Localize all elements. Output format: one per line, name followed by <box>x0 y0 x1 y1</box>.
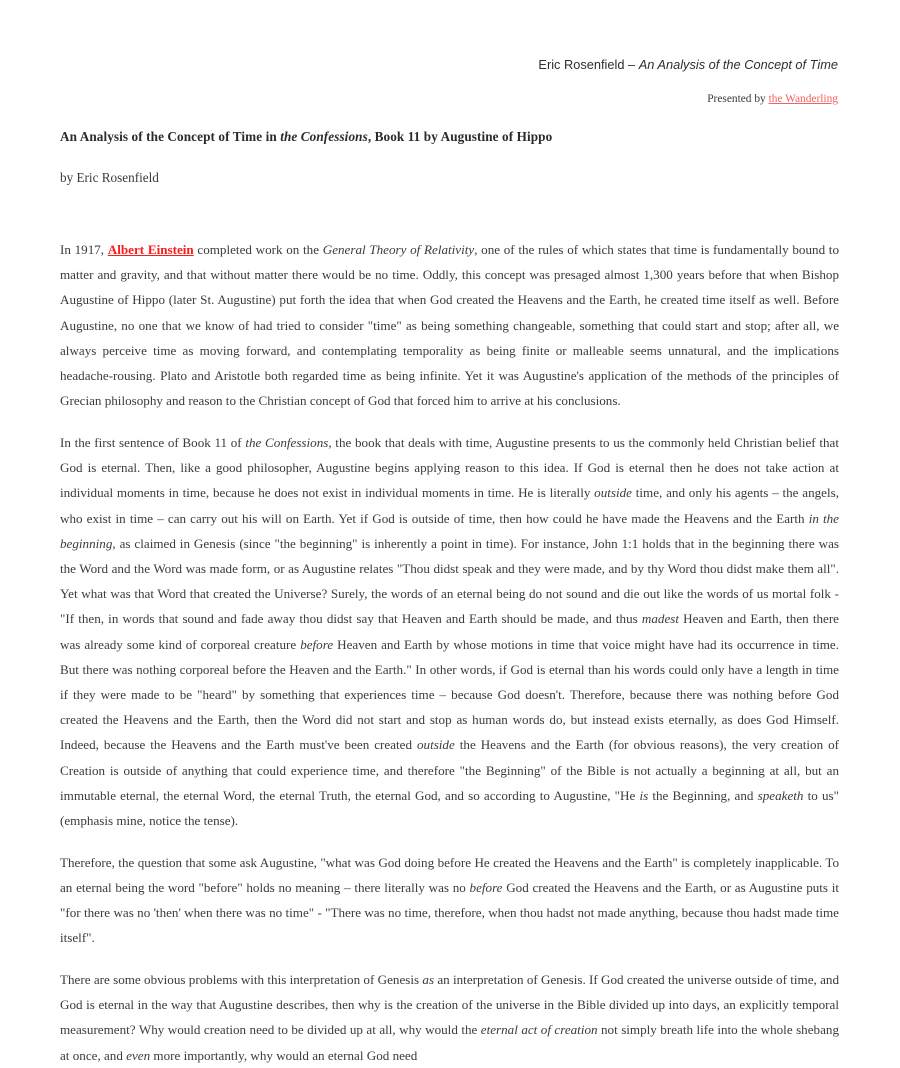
running-header-author: Eric Rosenfield – <box>538 57 639 72</box>
p4-ital3: even <box>126 1047 151 1063</box>
p2-seg3: time, and only his agents – the angels, who exist in time – can carry out his will on Earth. Yet if God is outside of time, then how could he have made the Heavens and the Earth <box>60 485 839 526</box>
the-wanderling-link[interactable]: the Wanderling <box>768 93 838 105</box>
p4-seg2: an interpretation of Genesis. If God created the universe outside of time, and God is eternal in the way that Augustine describes, then why is the creation of the universe in the Bible divided up into days, an explicitly temporal measurement? Why would creation need to be divided up at all, why would the <box>60 971 839 1038</box>
albert-einstein-link[interactable]: Albert Einstein <box>107 242 194 257</box>
page-title-part1: An Analysis of the Concept of Time in <box>60 129 281 144</box>
p2-ital3: in the beginning <box>60 510 839 551</box>
p1-seg2: completed work on the <box>193 242 323 257</box>
p1-seg1: In 1917, <box>60 242 108 257</box>
presented-by-line <box>707 93 838 107</box>
paragraph-3 <box>60 850 839 951</box>
p2-seg9: to us" (emphasis mine, notice the tense). <box>60 787 840 828</box>
p2-seg7: the Heavens and the Earth (for obvious reasons), the very creation of Creation is outside of anything that could experience time, and therefore "the Beginning" of the Bible is not actually a beginning at all, but an immutable eternal, the eternal Word, the eternal Truth, the eternal God, and so according to Augustine, "He <box>60 737 839 803</box>
p2-ital2: outside <box>594 485 632 501</box>
page-title-part2: , Book 11 by Augustine of Hippo <box>367 129 553 144</box>
p3-ital1: before <box>469 879 503 895</box>
body-copy <box>60 237 839 1068</box>
p4-ital1: as <box>422 971 435 987</box>
byline: by Eric Rosenfield <box>60 170 159 185</box>
p2-seg4: , as claimed in Genesis (since "the beginning" is inherently a point in time). For instance, John 1:1 holds that in the beginning there was the Word and the Word was made form, or as Augustine relates "Thou didst speak and they were made, and by thy Word thou didst make them all". Yet what was that Word that created the Universe? Surely, the words of an eternal being do not sound and die out like the words of us mortal folk - "If then, in words that sound and fade away thou didst say that Heaven and Earth should be made, and thus <box>60 535 839 627</box>
p1-ital1: General Theory of Relativity <box>322 242 475 257</box>
p2-ital1: the Confessions <box>245 434 329 450</box>
p3-seg2: God created the Heavens and the Earth, or as Augustine puts it "for there was no 'then' when there was no time" - "There was no time, therefore, when thou hadst not made anything, because thou hadst made time itself". <box>60 879 840 946</box>
p4-seg3: not simply breath life into the whole shebang at once, and <box>60 1022 839 1063</box>
running-header-title: An Analysis of the Concept of Time <box>638 57 838 72</box>
p4-seg4: more importantly, why would an eternal God need <box>150 1047 418 1063</box>
p4-seg1: There are some obvious problems with this interpretation of Genesis <box>60 971 423 987</box>
p2-ital6: outside <box>416 737 455 753</box>
presented-by-label: Presented by <box>707 93 769 105</box>
page-title-confessions: the Confessions <box>280 129 368 144</box>
p1-seg3: , one of the rules of which states that time is fundamentally bound to matter and gravity, and that without matter there would be no time. Oddly, this concept was presaged almost 1,300 years before that when Bishop Augustine of Hippo (later St. Augustine) put forth the idea that when God created the Heavens and the Earth, he created time itself as well. Before Augustine, no one that we know of had tried to consider "time" as being something changeable, something that could start and stop; after all, we always perceive time as moving forward, and contemplating temporality as being finite or malleable seems unnatural, and the implications headache-rousing. Plato and Aristotle both regarded time as being infinite. Yet it was Augustine's application of the methods of the principles of Grecian philosophy and reason to the Christian concept of God that forced him to arrive at his conclusions. <box>60 242 839 409</box>
p2-seg1: In the first sentence of Book 11 of <box>60 434 246 450</box>
document-content <box>60 128 840 1063</box>
p4-ital2: eternal act of creation <box>480 1022 598 1038</box>
p2-ital4: madest <box>641 611 680 627</box>
page-title <box>60 128 839 145</box>
p2-seg2: , the book that deals with time, Augustine presents to us the commonly held Christian belief that God is eternal. Then, like a good philosopher, Augustine begins applying reason to this idea. If God is eternal then he does not take action at individual moments in time, because he does not exist in individual moments in time. He is literally <box>60 434 839 501</box>
p2-ital8: speaketh <box>757 787 804 803</box>
running-header <box>538 57 838 72</box>
p2-ital7: is <box>639 787 649 803</box>
paragraph-1 <box>60 237 839 413</box>
paragraph-4 <box>60 967 839 1068</box>
p3-seg1: Therefore, the question that some ask Augustine, "what was God doing before He created the Heavens and the Earth" is completely inapplicable. To an eternal being the word "before" holds no meaning – there literally was no <box>60 854 839 895</box>
p2-seg8: the Beginning, and <box>648 787 758 803</box>
p2-seg5: Heaven and Earth, then there was already some kind of corporeal creature <box>60 611 839 652</box>
paragraph-2 <box>60 430 839 833</box>
p2-ital5: before <box>300 636 334 652</box>
p2-seg6: Heaven and Earth by whose motions in time that voice might have had its occurrence in time. But there was nothing corporeal before the Heaven and the Earth." In other words, if God is eternal than his words could only have a length in time if they were made to be "heard" by something that experiences time – because God doesn't. Therefore, because there was nothing before God created the Heavens and the Earth, then the Word did not start and stop as human words do, but instead exists eternally, as does God Himself. Indeed, because the Heavens and the Earth must've been created <box>60 636 839 753</box>
